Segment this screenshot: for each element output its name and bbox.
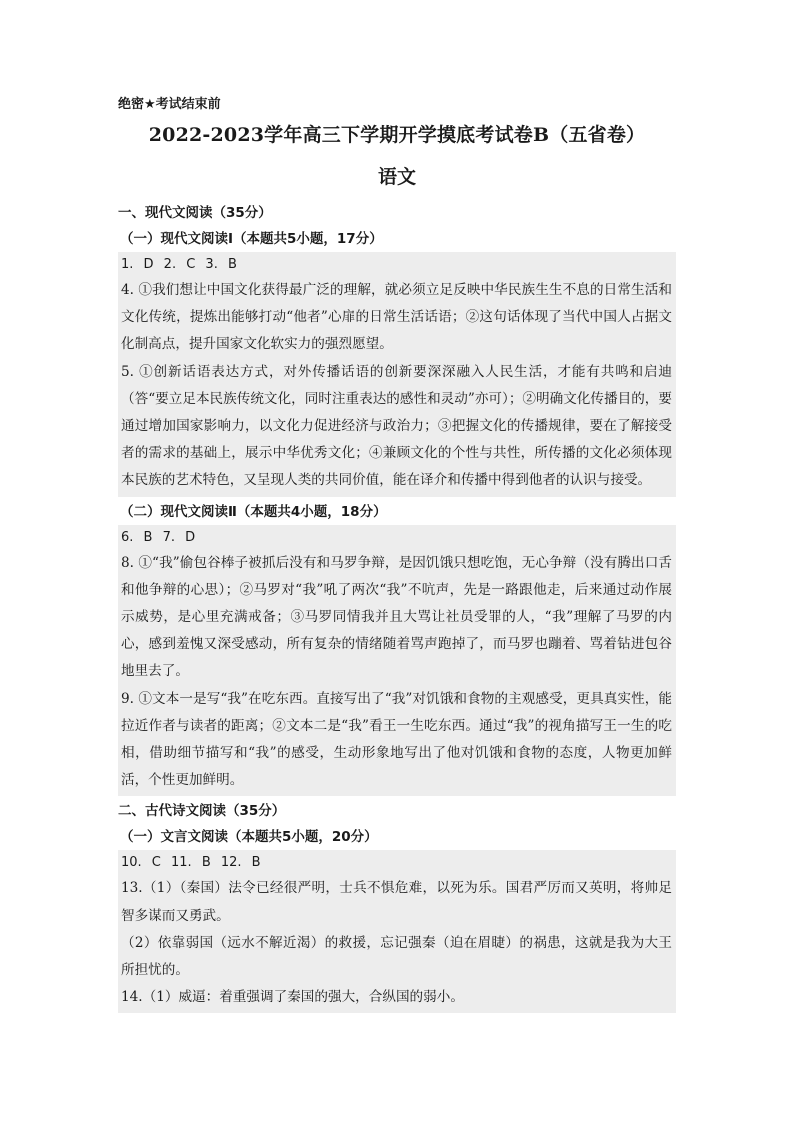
answer-sheet (118, 92, 676, 1015)
section2-heading: 二、古代诗文阅读（35分） (118, 803, 286, 820)
answer-q13-1: 13.（1）（秦国）法令已经很严明，士兵不惧危难，以死为乐。国君严厉而又英明，将帅足智多谋而又勇武。 (121, 880, 672, 924)
section1-part1-answers (118, 252, 676, 497)
mc-answers-6-7: 6. B 7. D (121, 529, 196, 545)
mc-answers-10-12: 10. C 11. B 12. B (121, 855, 261, 871)
answer-q14-1: 14.（1）威逼：着重强调了秦国的强大，合纵国的弱小。 (121, 989, 464, 1006)
answer-q4: 4. ①我们想让中国文化获得最广泛的理解，就必须立足反映中华民族生生不息的日常生活和文化传统，提炼出能够打动“他者”心扉的日常生活话语；②这句话体现了当代中国人占据文化制高点，提升国家文化软实力的强烈愿望。 (121, 282, 672, 353)
subject-title: 语文 (377, 166, 416, 188)
section2-part1-heading: （一）文言文阅读（本题共5小题，20分） (120, 829, 378, 846)
answer-q8: 8. ①“我”偷包谷棒子被抓后没有和马罗争辩，是因饥饿只想吃饱，无心争辩（没有腾出口舌和他争辩的心思）；②马罗对“我”吼了两次“我”不吭声，先是一路跟他走，后来通过动作展示威势，是心里充满戒备；③马罗同情我并且大骂让社员受罪的人，“我”理解了马罗的内心，感到羞愧又深受感动，所有复杂的情绪随着骂声跑掉了，而马罗也蹦着、骂着钻进包谷地里去了。 (121, 554, 672, 680)
answer-q9: 9. ①文本一是写“我”在吃东西。直接写出了“我”对饥饿和食物的主观感受，更具真实性，能拉近作者与读者的距离；②文本二是“我”看王一生吃东西。通过“我”的视角描写王一生的吃相，借助细节描写和“我”的感受，生动形象地写出了他对饥饿和食物的态度，人物更加鲜活，个性更加鲜明。 (121, 690, 672, 789)
answer-q5: 5. ①创新话语表达方式，对外传播话语的创新要深深融入人民生活，才能有共鸣和启迪（答“要立足本民族传统文化，同时注重表达的感性和灵动”亦可）；②明确文化传播目的，要通过增加国家影响力，以文化力促进经济与政治力；③把握文化的传播规律，要在了解接受者的需求的基础上，展示中华优秀文化；④兼顾文化的个性与共性，所传播的文化必须体现本民族的艺术特色，又呈现人类的共同价值，能在译介和传播中得到他者的认识与接受。 (121, 363, 672, 489)
answer-q13-2: （2）依靠弱国（远水不解近渴）的救援，忘记强秦（迫在眉睫）的祸患，这就是我为大王所担忧的。 (121, 934, 672, 979)
section1-part2-heading: （二）现代文阅读Ⅱ（本题共4小题，18分） (120, 503, 387, 520)
confidential-label: 绝密★考试结束前 (118, 97, 221, 112)
section1-part1-heading: （一）现代文阅读Ⅰ（本题共5小题，17分） (120, 231, 383, 247)
section1-heading: 一、现代文阅读（35分） (118, 205, 272, 221)
page-title: 2022-2023学年高三下学期开学摸底考试卷B（五省卷） (148, 124, 646, 146)
section1-part2-answers (118, 525, 676, 797)
mc-answers-1-3: 1. D 2. C 3. B (121, 257, 237, 272)
section2-part1-answers (118, 850, 676, 1013)
